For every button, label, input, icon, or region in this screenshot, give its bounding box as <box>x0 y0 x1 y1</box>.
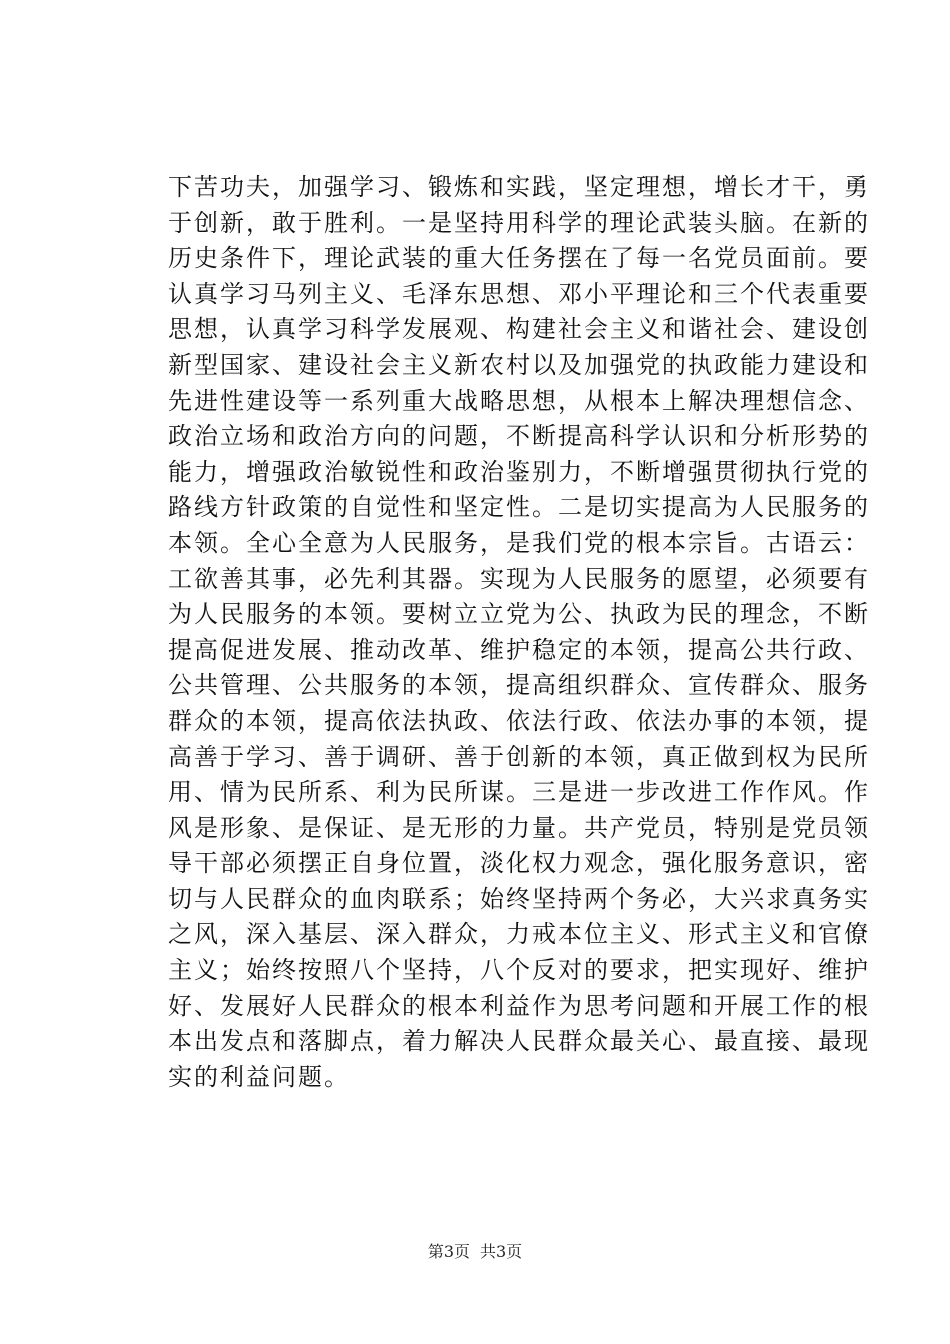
text-line: 好、发展好人民群众的根本利益作为思考问题和开展工作的根 <box>168 991 870 1020</box>
text-line: 本出发点和落脚点，着力解决人民群众最关心、最直接、最现 <box>168 1027 870 1056</box>
text-line: 之风，深入基层、深入群众，力戒本位主义、形式主义和官僚 <box>168 920 870 949</box>
text-line: 风是形象、是保证、是无形的力量。共产党员，特别是党员领 <box>168 813 870 842</box>
text-line: 路线方针政策的自觉性和坚定性。二是切实提高为人民服务的 <box>168 493 870 522</box>
text-line: 导干部必须摆正自身位置，淡化权力观念，强化服务意识，密 <box>168 849 870 878</box>
text-line: 实的利益问题。 <box>168 1062 350 1091</box>
text-line: 提高促进发展、推动改革、维护稳定的本领，提高公共行政、 <box>168 635 870 664</box>
page-number-total: 共3页 <box>480 1242 523 1261</box>
text-line: 本领。全心全意为人民服务，是我们党的根本宗旨。古语云： <box>168 528 870 557</box>
text-line: 政治立场和政治方向的问题，不断提高科学认识和分析形势的 <box>168 422 870 451</box>
page-footer <box>0 1242 950 1262</box>
text-line: 公共管理、公共服务的本领，提高组织群众、宣传群众、服务 <box>168 671 870 700</box>
text-line: 工欲善其事，必先利其器。实现为人民服务的愿望，必须要有 <box>168 564 870 593</box>
text-line: 于创新，敢于胜利。一是坚持用科学的理论武装头脑。在新的 <box>168 208 870 237</box>
text-line: 主义；始终按照八个坚持，八个反对的要求，把实现好、维护 <box>168 956 870 985</box>
text-line: 认真学习马列主义、毛泽东思想、邓小平理论和三个代表重要 <box>168 279 870 308</box>
text-line: 群众的本领，提高依法执政、依法行政、依法办事的本领，提 <box>168 706 870 735</box>
text-line: 为人民服务的本领。要树立立党为公、执政为民的理念，不断 <box>168 600 870 629</box>
text-line: 新型国家、建设社会主义新农村以及加强党的执政能力建设和 <box>168 350 870 379</box>
text-line: 能力，增强政治敏锐性和政治鉴别力，不断增强贯彻执行党的 <box>168 457 870 486</box>
text-line: 思想，认真学习科学发展观、构建社会主义和谐社会、建设创 <box>168 315 870 344</box>
page-number-current: 第3页 <box>427 1242 470 1261</box>
text-line: 高善于学习、善于调研、善于创新的本领，真正做到权为民所 <box>168 742 870 771</box>
text-line: 下苦功夫，加强学习、锻炼和实践，坚定理想，增长才干，勇 <box>168 173 870 201</box>
text-line: 先进性建设等一系列重大战略思想，从根本上解决理想信念、 <box>168 386 870 415</box>
text-line: 切与人民群众的血肉联系；始终坚持两个务必，大兴求真务实 <box>168 884 870 913</box>
text-line: 用、情为民所系、利为民所谋。三是进一步改进工作作风。作 <box>168 778 870 807</box>
text-line: 历史条件下，理论武装的重大任务摆在了每一名党员面前。要 <box>168 244 870 273</box>
body-text <box>168 170 870 1095</box>
